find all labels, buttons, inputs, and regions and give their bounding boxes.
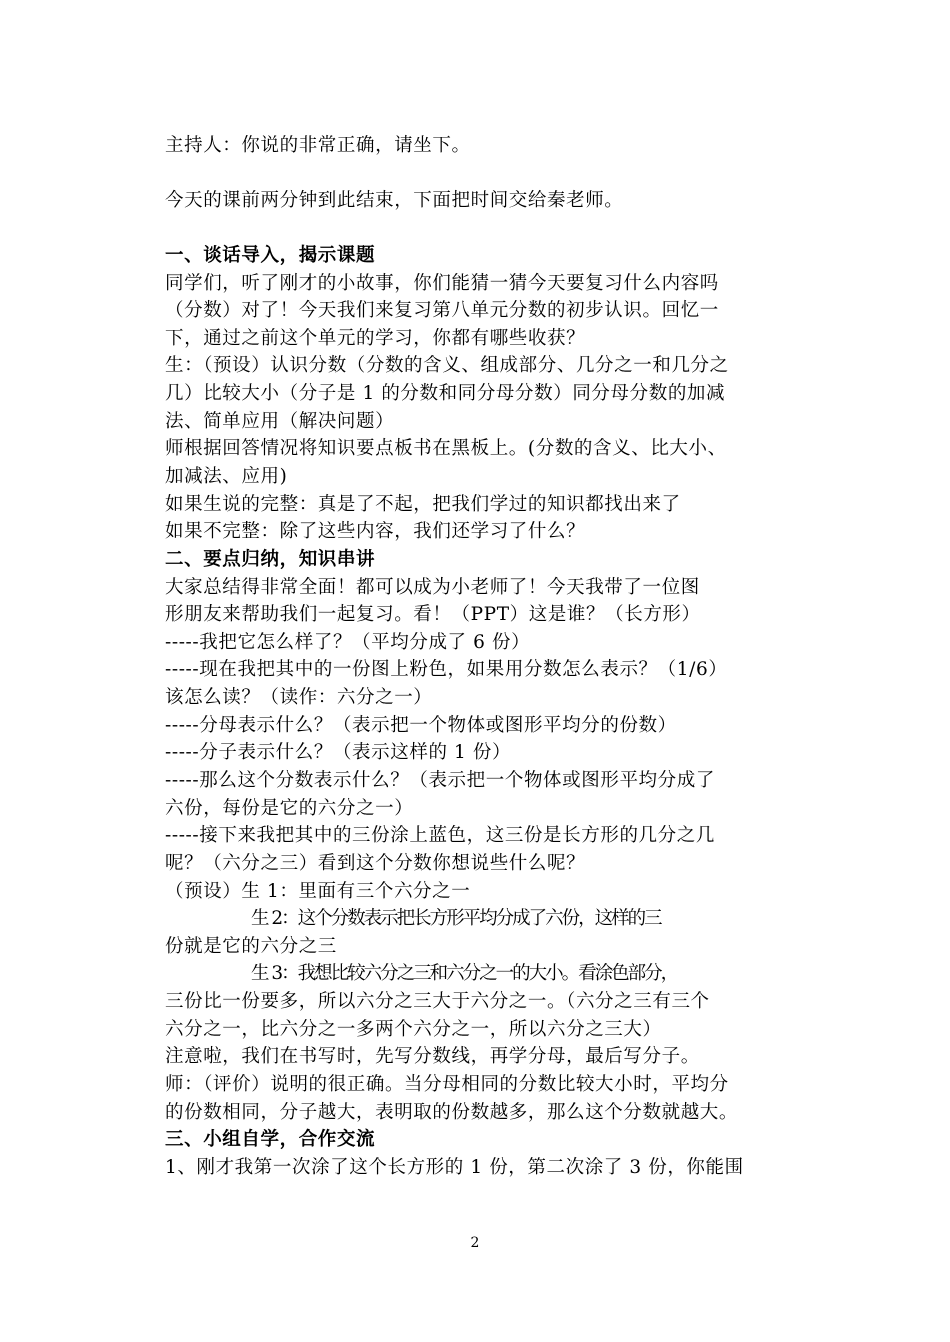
text-line: （预设）生 1：里面有三个六分之一 <box>165 881 471 902</box>
section-heading: 三、小组自学，合作交流 <box>165 1129 376 1150</box>
text-line: 大家总结得非常全面！都可以成为小老师了！今天我带了一位图 <box>165 577 700 598</box>
text-line: 下，通过之前这个单元的学习，你都有哪些收获？ <box>165 328 586 349</box>
text-line: 师：（评价）说明的很正确。当分母相同的分数比较大小时，平均分 <box>165 1074 729 1095</box>
text-line: 同学们，听了刚才的小故事，你们能猜一猜今天要复习什么内容吗 <box>165 273 719 294</box>
text-line: 生 3：我想比较六分之三和六分之一的大小。看涂色部分， <box>251 963 678 984</box>
text-line: -----现在我把其中的一份图上粉色，如果用分数怎么表示？（1/6） <box>165 659 728 680</box>
text-line: -----我把它怎么样了？（平均分成了 6 份） <box>165 632 531 653</box>
text-line: 加减法、应用) <box>165 466 288 487</box>
text-line: 如果不完整：除了这些内容，我们还学习了什么？ <box>165 521 586 542</box>
text-line: 几）比较大小（分子是 1 的分数和同分母分数）同分母分数的加减 <box>165 383 726 404</box>
text-line: -----接下来我把其中的三份涂上蓝色，这三份是长方形的几分之几 <box>165 825 715 846</box>
section-heading: 二、要点归纳，知识串讲 <box>165 549 376 570</box>
text-line: 注意啦，我们在书写时，先写分数线，再学分母，最后写分子。 <box>165 1046 700 1067</box>
text-line: 主持人：你说的非常正确，请坐下。 <box>165 135 471 156</box>
text-line: 生 2：这个分数表示把长方形平均分成了六份，这样的三 <box>251 908 661 929</box>
text-line: 六份，每份是它的六分之一） <box>165 798 414 819</box>
text-line: （分数）对了！今天我们来复习第八单元分数的初步认识。回忆一 <box>165 300 719 321</box>
page-number: 2 <box>470 1235 480 1251</box>
section-heading: 一、谈话导入，揭示课题 <box>165 245 376 266</box>
text-line: -----分母表示什么？（表示把一个物体或图形平均分的份数） <box>165 715 677 736</box>
text-line: 生：（预设）认识分数（分数的含义、组成部分、几分之一和几分之 <box>165 355 729 376</box>
text-line: 份就是它的六分之三 <box>165 936 337 957</box>
text-line: 该怎么读？（读作：六分之一） <box>165 687 433 708</box>
text-line: 的份数相同，分子越大，表明取的份数越多，那么这个分数就越大。 <box>165 1102 739 1123</box>
text-line: 今天的课前两分钟到此结束，下面把时间交给秦老师。 <box>165 190 624 211</box>
text-line: 六分之一，比六分之一多两个六分之一，所以六分之三大） <box>165 1019 662 1040</box>
text-line: 师根据回答情况将知识要点板书在黑板上。(分数的含义、比大小、 <box>165 438 727 459</box>
text-line: 如果生说的完整：真是了不起，把我们学过的知识都找出来了 <box>165 494 681 515</box>
text-line: 三份比一份要多，所以六分之三大于六分之一。（六分之三有三个 <box>165 991 710 1012</box>
text-line: 形朋友来帮助我们一起复习。看！（PPT）这是谁？（长方形） <box>165 604 701 625</box>
text-line: -----那么这个分数表示什么？（表示把一个物体或图形平均分成了 <box>165 770 715 791</box>
text-line: 1、刚才我第一次涂了这个长方形的 1 份，第二次涂了 3 份，你能围 <box>165 1157 744 1178</box>
text-line: 呢？（六分之三）看到这个分数你想说些什么呢？ <box>165 853 586 874</box>
text-line: -----分子表示什么？（表示这样的 1 份） <box>165 742 512 763</box>
text-line: 法、简单应用（解决问题） <box>165 411 395 432</box>
